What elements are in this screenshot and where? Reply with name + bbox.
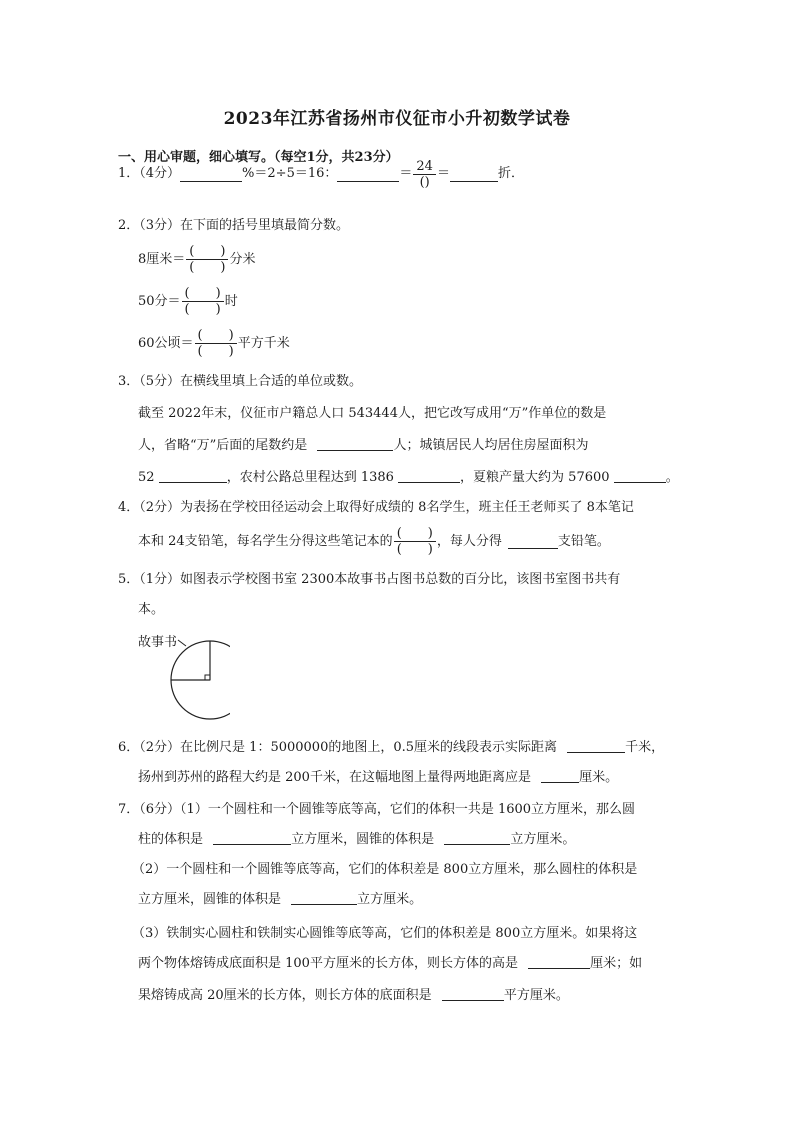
q2-item-1: 8厘米＝ $\frac{( )}{( )}$ 分米	[138, 244, 256, 275]
q7-line-2: 柱的体积是 立方厘米，圆锥的体积是 立方厘米。	[138, 832, 576, 847]
answer-blank[interactable]	[291, 890, 357, 905]
answer-blank[interactable]	[614, 468, 666, 483]
answer-blank[interactable]	[442, 986, 504, 1001]
q7-line-4: 立方厘米，圆锥的体积是 立方厘米。	[138, 892, 423, 907]
fraction-blank[interactable]: $\frac{( )}{( )}$	[186, 244, 228, 275]
question-7: 7．（6分）（1）一个圆柱和一个圆锥等底等高，它们的体积一共是 1600立方厘米，那么圆	[118, 802, 636, 817]
answer-blank[interactable]	[528, 954, 590, 969]
answer-blank[interactable]	[337, 167, 399, 182]
answer-blank[interactable]	[450, 167, 498, 182]
pie-label: 故事书	[138, 635, 178, 650]
answer-blank[interactable]	[180, 167, 242, 182]
section-heading: 一、用心审题，细心填写。（每空1分，共23分）	[118, 150, 399, 165]
q7-line-6: 两个物体熔铸成底面积是 100平方厘米的长方体，则长方体的高是 厘米；如	[138, 956, 643, 971]
q7-line-7: 果熔铸成高 20厘米的长方体，则长方体的底面积是 平方厘米。	[138, 988, 569, 1003]
q4-line-2: 本和 24支铅笔，每名学生分得这些笔记本的 $\frac{( )}{( )}$ ，每人分得 支铅笔。	[138, 526, 610, 557]
answer-blank[interactable]	[567, 738, 625, 753]
pie-diagram	[130, 626, 230, 726]
answer-blank[interactable]	[317, 436, 393, 451]
q5-line-2: 本。	[138, 602, 165, 617]
fraction: $\frac{24}{()}$	[413, 159, 436, 190]
answer-blank[interactable]	[398, 468, 460, 483]
question-5: 5．（1分）如图表示学校图书室 2300本故事书占图书总数的百分比，该图书室图书共有	[118, 572, 621, 587]
answer-blank[interactable]	[508, 534, 558, 549]
q3-line-1: 截至 2022年末，仪征市户籍总人口 543444人，把它改写成用“万”作单位的数是	[138, 406, 607, 421]
q7-line-3: （2）一个圆柱和一个圆锥等底等高，它们的体积差是 800立方厘米，那么圆柱的体积是	[132, 862, 638, 877]
question-1: 1．（4分） %＝2÷5＝16： ＝ $\frac{24}{()}$ ＝ 折．	[118, 158, 524, 190]
pointer-line	[178, 640, 186, 646]
exam-title: 2023年江苏省扬州市仪征市小升初数学试卷	[223, 109, 571, 129]
answer-blank[interactable]	[159, 468, 227, 483]
q2-item-2: 50分＝ $\frac{( )}{( )}$ 时	[138, 286, 238, 317]
fraction-blank[interactable]: $\frac{( )}{( )}$	[394, 526, 436, 557]
answer-blank[interactable]	[213, 830, 291, 845]
fraction-blank[interactable]: $\frac{( )}{( )}$	[182, 286, 224, 317]
question-3: 3．（5分）在横线里填上合适的单位或数。	[118, 374, 363, 389]
q7-line-5: （3）铁制实心圆柱和铁制实心圆锥等底等高，它们的体积差是 800立方厘米。如果将这	[132, 926, 638, 941]
question-4: 4．（2分）为表扬在学校田径运动会上取得好成绩的 8名学生，班主任王老师买了 8本笔记	[118, 500, 634, 515]
q2-item-3: 60公顷＝ $\frac{( )}{( )}$ 平方千米	[138, 328, 290, 359]
answer-blank[interactable]	[541, 768, 579, 783]
right-angle-mark	[205, 675, 210, 680]
q3-line-2: 人，省略“万”后面的尾数约是 人；城镇居民人均居住房屋面积为	[138, 438, 589, 453]
q6-line-2: 扬州到苏州的路程大约是 200千米，在这幅地图上量得两地距离应是 厘米。	[138, 770, 619, 785]
answer-blank[interactable]	[444, 830, 510, 845]
question-2: 2．（3分）在下面的括号里填最简分数。	[118, 218, 350, 233]
q3-line-3: 52 ，农村公路总里程达到 1386 ，夏粮产量大约为 57600 。	[138, 470, 679, 485]
question-6: 6．（2分）在比例尺是 1：5000000的地图上，0.5厘米的线段表示实际距离 千米，	[118, 740, 665, 755]
fraction-blank[interactable]: $\frac{( )}{( )}$	[195, 328, 237, 359]
